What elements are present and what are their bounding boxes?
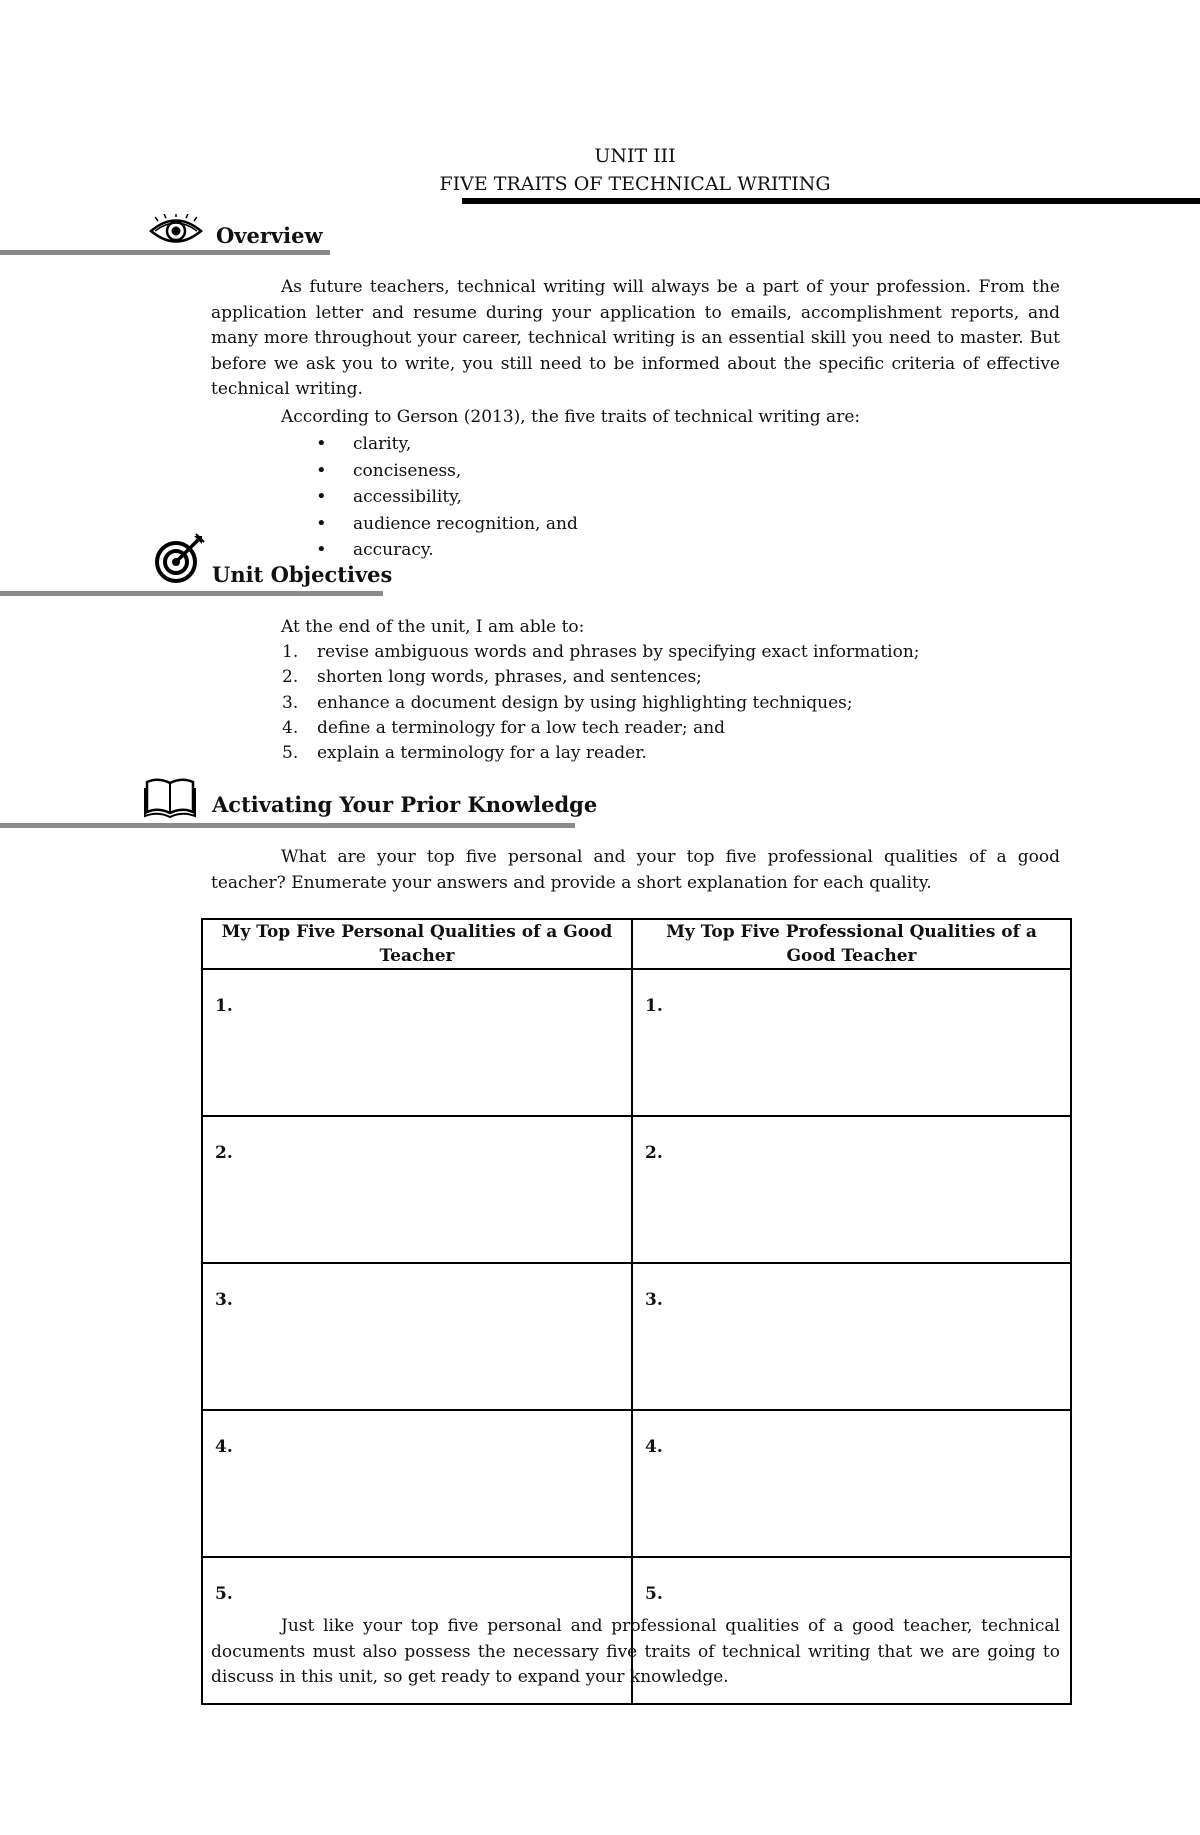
table-row [202, 1116, 1071, 1263]
traits-intro: According to Gerson (2013), the five traits of technical writing are: [281, 407, 861, 427]
table-row [202, 1410, 1071, 1557]
personal-quality-cell[interactable]: 1. [202, 969, 632, 1116]
list-item [282, 691, 920, 716]
item-text: revise ambiguous words and phrases by specifying exact information; [317, 642, 920, 662]
table-row [202, 969, 1071, 1116]
list-item [282, 716, 920, 741]
eye-icon [148, 214, 204, 248]
item-number: 1. [282, 642, 299, 662]
professional-quality-cell[interactable]: 2. [632, 1116, 1071, 1263]
overview-heading: Overview [216, 223, 323, 248]
objectives-intro: At the end of the unit, I am able to: [281, 617, 585, 637]
target-icon [154, 532, 206, 584]
unit-number: UNIT III [594, 145, 676, 167]
list-item: • accessibility, [282, 484, 578, 511]
item-number: 4. [282, 717, 299, 738]
objectives-rule [0, 591, 383, 596]
item-text: explain a terminology for a lay reader. [317, 743, 647, 764]
list-item: • accuracy. [282, 537, 578, 564]
title-underline [462, 198, 1200, 204]
unit-heading [0, 142, 1200, 198]
professional-quality-cell[interactable]: 3. [632, 1263, 1071, 1410]
item-number: 5. [282, 743, 299, 764]
item-text: define a terminology for a low tech reader; and [317, 717, 726, 738]
list-item [282, 741, 920, 766]
list-item: • audience recognition, and [282, 511, 578, 538]
item-number: 2. [282, 667, 299, 688]
personal-quality-cell[interactable]: 3. [202, 1263, 632, 1410]
overview-rule [0, 250, 330, 255]
list-item [282, 665, 920, 690]
table-row [202, 1263, 1071, 1410]
overview-paragraph: As future teachers, technical writing will always be a part of your profession. From the application letter and resume during your application to emails, accomplishment reports, and many more throughout your career, technical writing is an essential skill you need to master. But before we ask you to write, you still need to be informed about the specific criteria of effective technical writing. [211, 277, 1060, 399]
list-item: • clarity, [282, 431, 578, 458]
prior-knowledge-rule [0, 823, 575, 828]
objectives-heading: Unit Objectives [212, 562, 393, 587]
personal-quality-cell[interactable]: 5. [202, 1557, 632, 1704]
closing-paragraph: Just like your top five personal and professional qualities of a good teacher, technical documents must also possess the necessary five traits of technical writing that we are going to discuss in this unit, so get ready to expand your knowledge. [211, 1616, 1060, 1687]
book-icon [144, 776, 196, 820]
personal-quality-cell[interactable]: 4. [202, 1410, 632, 1557]
professional-quality-cell[interactable]: 4. [632, 1410, 1071, 1557]
item-text: shorten long words, phrases, and sentences; [317, 667, 702, 688]
list-item: • conciseness, [282, 458, 578, 485]
list-item [282, 640, 920, 665]
item-number: 3. [282, 692, 299, 713]
unit-title: FIVE TRAITS OF TECHNICAL WRITING [439, 173, 831, 195]
professional-quality-cell[interactable]: 1. [632, 969, 1071, 1116]
professional-quality-cell[interactable]: 5. [632, 1557, 1071, 1704]
prior-knowledge-heading: Activating Your Prior Knowledge [212, 792, 598, 817]
item-text: enhance a document design by using highlighting techniques; [317, 692, 853, 713]
objectives-list [282, 640, 920, 766]
qualities-table [201, 918, 1072, 1705]
personal-quality-cell[interactable]: 2. [202, 1116, 632, 1263]
column-header-personal: My Top Five Personal Qualities of a Good Teacher [202, 919, 632, 969]
column-header-professional: My Top Five Professional Qualities of a Good Teacher [632, 919, 1071, 969]
traits-list [282, 431, 578, 564]
prior-knowledge-question: What are your top five personal and your top five professional qualities of a good teacher? Enumerate your answers and provide a short explanation for each quality. [211, 847, 1060, 893]
